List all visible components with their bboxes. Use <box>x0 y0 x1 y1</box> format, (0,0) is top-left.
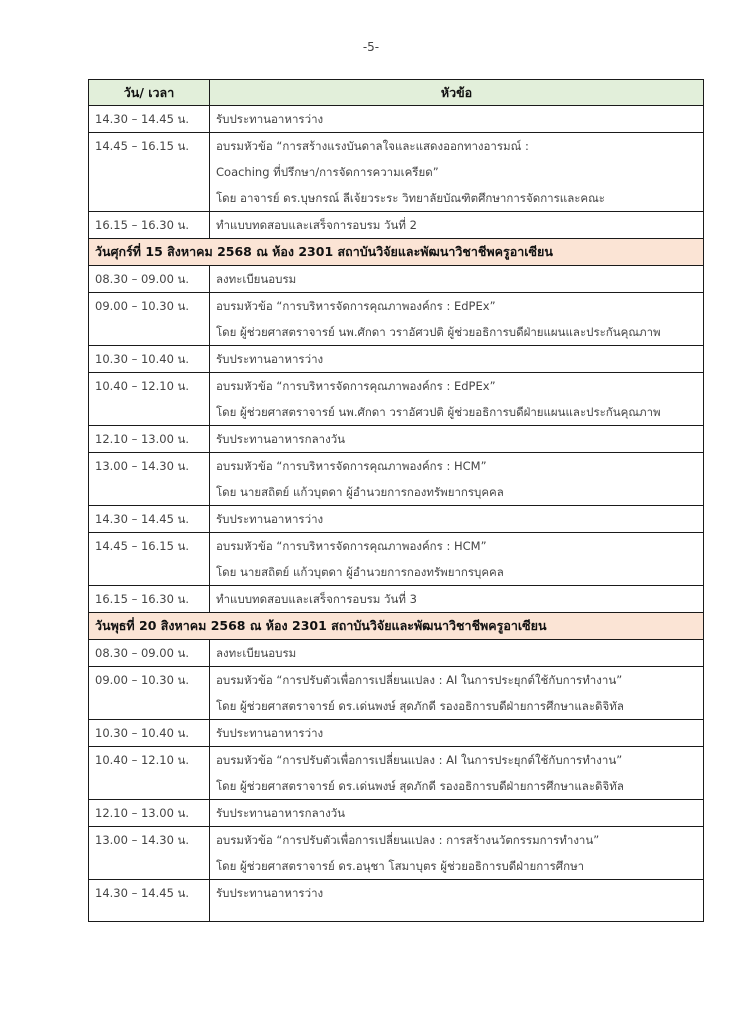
topic-cell <box>210 212 704 239</box>
topic-line: รับประทานอาหารว่าง <box>216 352 324 366</box>
topic-line: อบรมหัวข้อ “การปรับตัวเพื่อการเปลี่ยนแปลง : AI ในการประยุกต์ใช้กับการทำงาน” <box>216 753 623 767</box>
topic-cell <box>210 266 704 293</box>
topic-cell <box>210 133 704 212</box>
topic-line: อบรมหัวข้อ “การปรับตัวเพื่อการเปลี่ยนแปลง : การสร้างนวัตกรรมการทำงาน” <box>216 833 600 847</box>
table-row <box>89 533 704 586</box>
table-row <box>89 346 704 373</box>
topic-line: โดย ผู้ช่วยศาสตราจารย์ นพ.ศักดา วราอัศวปติ ผู้ช่วยอธิการบดีฝ่ายแผนและประกันคุณภาพ <box>216 325 661 339</box>
topic-line: Coaching ที่ปรึกษา/การจัดการความเครียด” <box>216 165 439 179</box>
day-header-row <box>89 613 704 640</box>
topic-line: อบรมหัวข้อ “การบริหารจัดการคุณภาพองค์กร : HCM” <box>216 539 487 553</box>
table-row <box>89 453 704 506</box>
table-row <box>89 827 704 880</box>
table-header-row <box>89 80 704 106</box>
time-cell: 14.45 – 16.15 น. <box>89 533 210 586</box>
topic-cell <box>210 106 704 133</box>
time-cell: 10.40 – 12.10 น. <box>89 747 210 800</box>
time-cell: 13.00 – 14.30 น. <box>89 453 210 506</box>
table-row <box>89 720 704 747</box>
time-cell: 13.00 – 14.30 น. <box>89 827 210 880</box>
time-cell: 08.30 – 09.00 น. <box>89 640 210 667</box>
topic-cell <box>210 586 704 613</box>
topic-line: โดย ผู้ช่วยศาสตราจารย์ ดร.เด่นพงษ์ สุดภักดี รองอธิการบดีฝ่ายการศึกษาและดิจิทัล <box>216 779 624 793</box>
header-date-time: วัน/ เวลา <box>89 80 210 106</box>
topic-line: รับประทานอาหารว่าง <box>216 886 324 900</box>
topic-cell <box>210 373 704 426</box>
time-cell: 14.45 – 16.15 น. <box>89 133 210 212</box>
time-cell: 12.10 – 13.00 น. <box>89 426 210 453</box>
topic-line: ลงทะเบียนอบรม <box>216 646 297 660</box>
topic-cell <box>210 346 704 373</box>
topic-cell <box>210 533 704 586</box>
topic-cell <box>210 640 704 667</box>
topic-line: รับประทานอาหารว่าง <box>216 512 324 526</box>
topic-line: โดย ผู้ช่วยศาสตราจารย์ ดร.อนุชา โสมาบุตร ผู้ช่วยอธิการบดีฝ่ายการศึกษา <box>216 859 585 873</box>
topic-line: อบรมหัวข้อ “การบริหารจัดการคุณภาพองค์กร : HCM” <box>216 459 487 473</box>
table-row <box>89 426 704 453</box>
topic-cell <box>210 880 704 922</box>
table-row <box>89 640 704 667</box>
page-number: -5- <box>362 40 380 54</box>
topic-line: ลงทะเบียนอบรม <box>216 272 297 286</box>
table-row <box>89 373 704 426</box>
table-row <box>89 667 704 720</box>
topic-line: รับประทานอาหารกลางวัน <box>216 806 346 820</box>
table-row <box>89 133 704 212</box>
schedule-table <box>88 79 704 922</box>
topic-cell <box>210 720 704 747</box>
topic-line: อบรมหัวข้อ “การสร้างแรงบันดาลใจและแสดงออกทางอารมณ์ : <box>216 139 529 153</box>
time-cell: 14.30 – 14.45 น. <box>89 506 210 533</box>
topic-line: รับประทานอาหารว่าง <box>216 726 324 740</box>
topic-line: อบรมหัวข้อ “การบริหารจัดการคุณภาพองค์กร : EdPEx” <box>216 299 496 313</box>
time-cell: 09.00 – 10.30 น. <box>89 667 210 720</box>
topic-line: ทำแบบทดสอบและเสร็จการอบรม วันที่ 2 <box>216 218 417 232</box>
topic-line: โดย ผู้ช่วยศาสตราจารย์ นพ.ศักดา วราอัศวปติ ผู้ช่วยอธิการบดีฝ่ายแผนและประกันคุณภาพ <box>216 405 661 419</box>
header-topic: หัวข้อ <box>210 80 704 106</box>
topic-cell <box>210 800 704 827</box>
table-row <box>89 586 704 613</box>
time-cell: 14.30 – 14.45 น. <box>89 880 210 922</box>
day-header-row <box>89 239 704 266</box>
topic-line: รับประทานอาหารกลางวัน <box>216 432 346 446</box>
topic-line: รับประทานอาหารว่าง <box>216 112 324 126</box>
topic-cell <box>210 453 704 506</box>
time-cell: 12.10 – 13.00 น. <box>89 800 210 827</box>
topic-line: โดย นายสถิตย์ แก้วบุตดา ผู้อำนวยการกองทรัพยากรบุคคล <box>216 565 504 579</box>
day-header: วันศุกร์ที่ 15 สิงหาคม 2568 ณ ห้อง 2301 สถาบันวิจัยและพัฒนาวิชาชีพครูอาเซียน <box>89 239 704 266</box>
table-row <box>89 880 704 922</box>
topic-cell <box>210 426 704 453</box>
topic-cell <box>210 827 704 880</box>
table-row <box>89 747 704 800</box>
time-cell: 16.15 – 16.30 น. <box>89 586 210 613</box>
topic-cell <box>210 667 704 720</box>
topic-line: อบรมหัวข้อ “การบริหารจัดการคุณภาพองค์กร : EdPEx” <box>216 379 496 393</box>
time-cell: 10.30 – 10.40 น. <box>89 720 210 747</box>
time-cell: 10.30 – 10.40 น. <box>89 346 210 373</box>
table-row <box>89 293 704 346</box>
time-cell: 08.30 – 09.00 น. <box>89 266 210 293</box>
topic-cell <box>210 747 704 800</box>
topic-cell <box>210 506 704 533</box>
table-row <box>89 212 704 239</box>
schedule-body <box>89 106 704 922</box>
day-header: วันพุธที่ 20 สิงหาคม 2568 ณ ห้อง 2301 สถาบันวิจัยและพัฒนาวิชาชีพครูอาเซียน <box>89 613 704 640</box>
time-cell: 09.00 – 10.30 น. <box>89 293 210 346</box>
table-row <box>89 800 704 827</box>
topic-line: อบรมหัวข้อ “การปรับตัวเพื่อการเปลี่ยนแปลง : AI ในการประยุกต์ใช้กับการทำงาน” <box>216 673 623 687</box>
topic-line: โดย ผู้ช่วยศาสตราจารย์ ดร.เด่นพงษ์ สุดภักดี รองอธิการบดีฝ่ายการศึกษาและดิจิทัล <box>216 699 624 713</box>
time-cell: 14.30 – 14.45 น. <box>89 106 210 133</box>
table-row <box>89 506 704 533</box>
table-row <box>89 266 704 293</box>
topic-line: โดย อาจารย์ ดร.บุษกรณ์ ลีเจ้ยวระระ วิทยาลัยบัณฑิตศึกษาการจัดการและคณะ <box>216 191 605 205</box>
table-row <box>89 106 704 133</box>
time-cell: 10.40 – 12.10 น. <box>89 373 210 426</box>
time-cell: 16.15 – 16.30 น. <box>89 212 210 239</box>
topic-line: โดย นายสถิตย์ แก้วบุตดา ผู้อำนวยการกองทรัพยากรบุคคล <box>216 485 504 499</box>
topic-cell <box>210 293 704 346</box>
topic-line: ทำแบบทดสอบและเสร็จการอบรม วันที่ 3 <box>216 592 417 606</box>
